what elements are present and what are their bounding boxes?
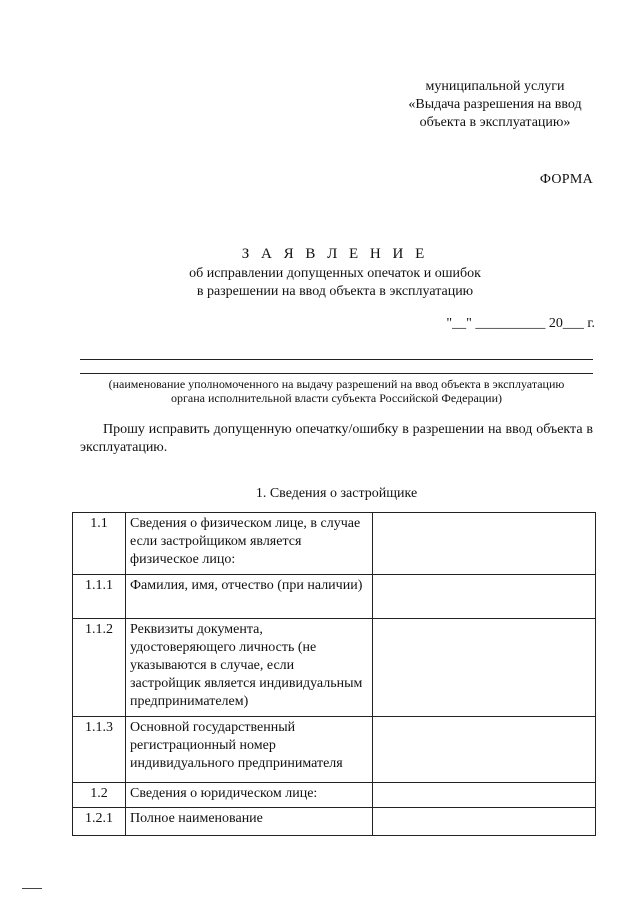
form-label: ФОРМА	[539, 172, 593, 187]
table-row	[73, 619, 596, 717]
org-caption	[80, 377, 593, 405]
row-value	[373, 717, 596, 783]
table-row	[73, 717, 596, 783]
service-header-line: «Выдача разрешения на ввод	[408, 97, 582, 112]
row-number: 1.1.3	[73, 717, 126, 783]
table-row	[73, 513, 596, 575]
table-row	[73, 575, 596, 619]
org-caption-line: (наименование уполномоченного на выдачу разрешений на ввод объекта в эксплуатацию	[108, 377, 565, 391]
row-value	[373, 808, 596, 836]
row-number: 1.2	[73, 783, 126, 808]
subtitle-line: об исправлении допущенных опечаток и ошибок	[189, 266, 481, 281]
row-value	[373, 619, 596, 717]
org-name-line	[80, 359, 593, 360]
row-label: Фамилия, имя, отчество (при наличии)	[126, 575, 373, 619]
table-row	[73, 808, 596, 836]
row-label: Сведения о юридическом лице:	[126, 783, 373, 808]
date-field: "__" __________ 20___ г.	[446, 316, 595, 331]
row-label: Сведения о физическом лице, в случае если застройщиком является физическое лицо:	[126, 513, 373, 575]
org-name-line	[80, 373, 593, 374]
org-caption-line: органа исполнительной власти субъекта Российской Федерации)	[170, 391, 503, 405]
section-title: 1. Сведения о застройщике	[255, 486, 418, 501]
row-number: 1.1	[73, 513, 126, 575]
row-value	[373, 575, 596, 619]
document-subtitle	[80, 265, 590, 301]
footer-dash	[22, 888, 42, 889]
row-label: Реквизиты документа, удостоверяющего личность (не указываются в случае, если застройщик является индивидуальным предпринимателем)	[126, 619, 373, 717]
request-text: Прошу исправить допущенную опечатку/ошибку в разрешении на ввод объекта в эксплуатацию.	[80, 422, 593, 455]
row-label: Полное наименование	[126, 808, 373, 836]
row-number: 1.2.1	[73, 808, 126, 836]
table-row	[73, 783, 596, 808]
row-number: 1.1.1	[73, 575, 126, 619]
developer-info-table	[72, 512, 596, 836]
row-value	[373, 783, 596, 808]
document-title: З А Я В Л Е Н И Е	[241, 246, 429, 262]
subtitle-line: в разрешении на ввод объекта в эксплуатацию	[196, 284, 474, 299]
service-header-line: муниципальной услуги	[425, 79, 565, 94]
row-label: Основной государственный регистрационный номер индивидуального предпринимателя	[126, 717, 373, 783]
service-header-line: объекта в эксплуатацию»	[419, 115, 571, 130]
service-header	[395, 78, 595, 132]
row-value	[373, 513, 596, 575]
row-number: 1.1.2	[73, 619, 126, 717]
